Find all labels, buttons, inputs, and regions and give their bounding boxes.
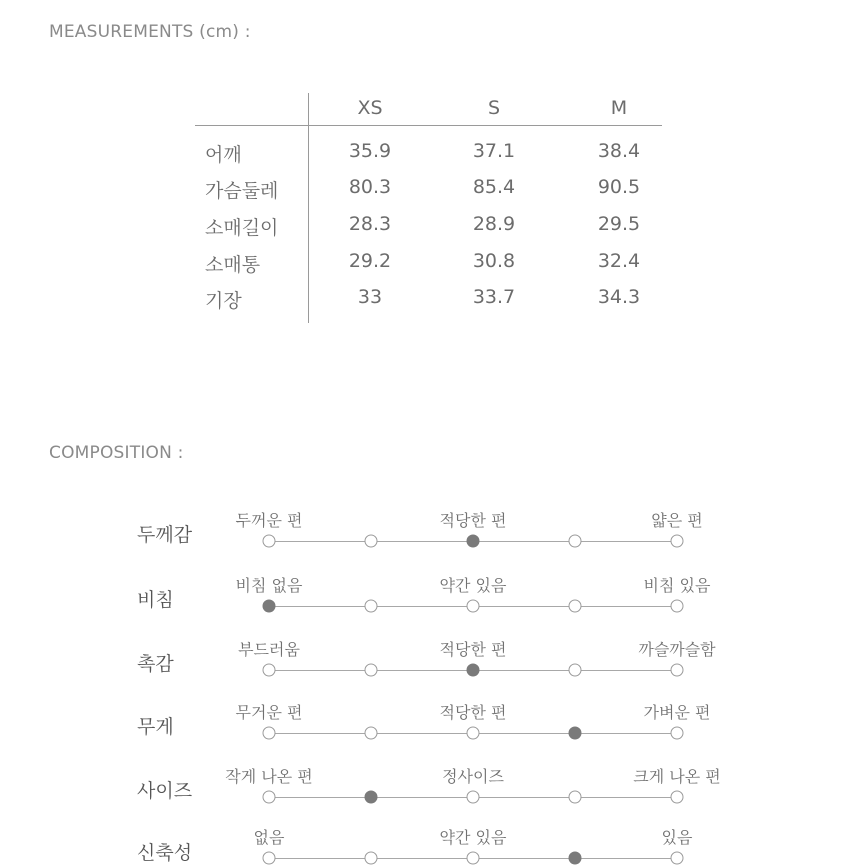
attribute-label: 무게 <box>137 716 174 738</box>
scale-dot <box>671 727 684 740</box>
measurement-value: 90.5 <box>597 176 641 198</box>
column-header-xs: XS <box>357 97 383 119</box>
measurement-value: 33 <box>357 286 383 308</box>
scale-right-text: 까슬까슬함 <box>638 640 716 659</box>
scale-dot-selected <box>467 535 480 548</box>
measurement-value: 28.9 <box>472 213 516 235</box>
scale-dot <box>263 852 276 865</box>
scale-middle-text: 적당한 편 <box>439 640 507 659</box>
scale-left-text: 작게 나온 편 <box>225 767 313 786</box>
measurement-value: 80.3 <box>348 176 392 198</box>
attribute-label: 신축성 <box>137 842 193 864</box>
scale-dot <box>365 600 378 613</box>
scale-dot <box>263 727 276 740</box>
scale-dot <box>569 664 582 677</box>
scale-left-text: 무거운 편 <box>235 703 303 722</box>
scale-left-text: 부드러움 <box>238 640 300 659</box>
scale-middle-text: 약간 있음 <box>439 576 507 595</box>
measurement-value: 33.7 <box>472 286 516 308</box>
table-divider-horizontal <box>195 125 662 126</box>
row-label: 소매통 <box>205 254 261 276</box>
scale-dot <box>671 664 684 677</box>
row-label: 기장 <box>205 290 242 312</box>
scale-dot-selected <box>263 600 276 613</box>
column-header-m: M <box>610 97 628 119</box>
composition-title: COMPOSITION : <box>49 443 184 463</box>
scale-dot <box>365 727 378 740</box>
scale-middle-text: 적당한 편 <box>439 511 507 530</box>
scale-left-text: 없음 <box>253 828 285 847</box>
scale-dot-selected <box>467 664 480 677</box>
measurement-value: 85.4 <box>472 176 516 198</box>
scale-dot <box>467 791 480 804</box>
scale-dot <box>569 791 582 804</box>
scale-dot <box>467 852 480 865</box>
row-label: 어깨 <box>205 144 242 166</box>
scale-dot <box>569 600 582 613</box>
scale-dot <box>263 791 276 804</box>
scale-right-text: 있음 <box>661 828 693 847</box>
measurement-value: 37.1 <box>472 140 516 162</box>
row-label: 소매길이 <box>205 217 279 239</box>
scale-dot-selected <box>365 791 378 804</box>
measurement-value: 29.2 <box>348 250 392 272</box>
scale-dot-selected <box>569 727 582 740</box>
scale-dot <box>263 535 276 548</box>
scale-middle-text: 적당한 편 <box>439 703 507 722</box>
scale-left-text: 비침 없음 <box>235 576 303 595</box>
scale-middle-text: 정사이즈 <box>442 767 504 786</box>
column-header-s: S <box>487 97 501 119</box>
scale-dot <box>671 535 684 548</box>
scale-middle-text: 약간 있음 <box>439 828 507 847</box>
measurement-value: 35.9 <box>348 140 392 162</box>
scale-dot <box>671 600 684 613</box>
scale-left-text: 두꺼운 편 <box>235 511 303 530</box>
measurement-value: 32.4 <box>597 250 641 272</box>
table-divider-vertical <box>308 93 309 323</box>
attribute-label: 두께감 <box>137 524 193 546</box>
measurement-value: 29.5 <box>597 213 641 235</box>
scale-dot <box>365 664 378 677</box>
scale-right-text: 가벼운 편 <box>643 703 711 722</box>
scale-dot <box>569 535 582 548</box>
scale-right-text: 얇은 편 <box>651 511 703 530</box>
attribute-label: 촉감 <box>137 653 174 675</box>
measurement-value: 30.8 <box>472 250 516 272</box>
measurements-title: MEASUREMENTS (cm) : <box>49 22 251 42</box>
attribute-label: 사이즈 <box>137 780 193 802</box>
row-label: 가슴둘레 <box>205 180 279 202</box>
scale-dot <box>467 727 480 740</box>
scale-dot <box>467 600 480 613</box>
measurement-value: 28.3 <box>348 213 392 235</box>
scale-right-text: 크게 나온 편 <box>633 767 721 786</box>
scale-dot <box>365 852 378 865</box>
scale-dot-selected <box>569 852 582 865</box>
scale-dot <box>671 791 684 804</box>
measurement-value: 34.3 <box>597 286 641 308</box>
scale-dot <box>263 664 276 677</box>
attribute-label: 비침 <box>137 589 174 611</box>
scale-dot <box>365 535 378 548</box>
measurement-value: 38.4 <box>597 140 641 162</box>
scale-right-text: 비침 있음 <box>643 576 711 595</box>
scale-dot <box>671 852 684 865</box>
